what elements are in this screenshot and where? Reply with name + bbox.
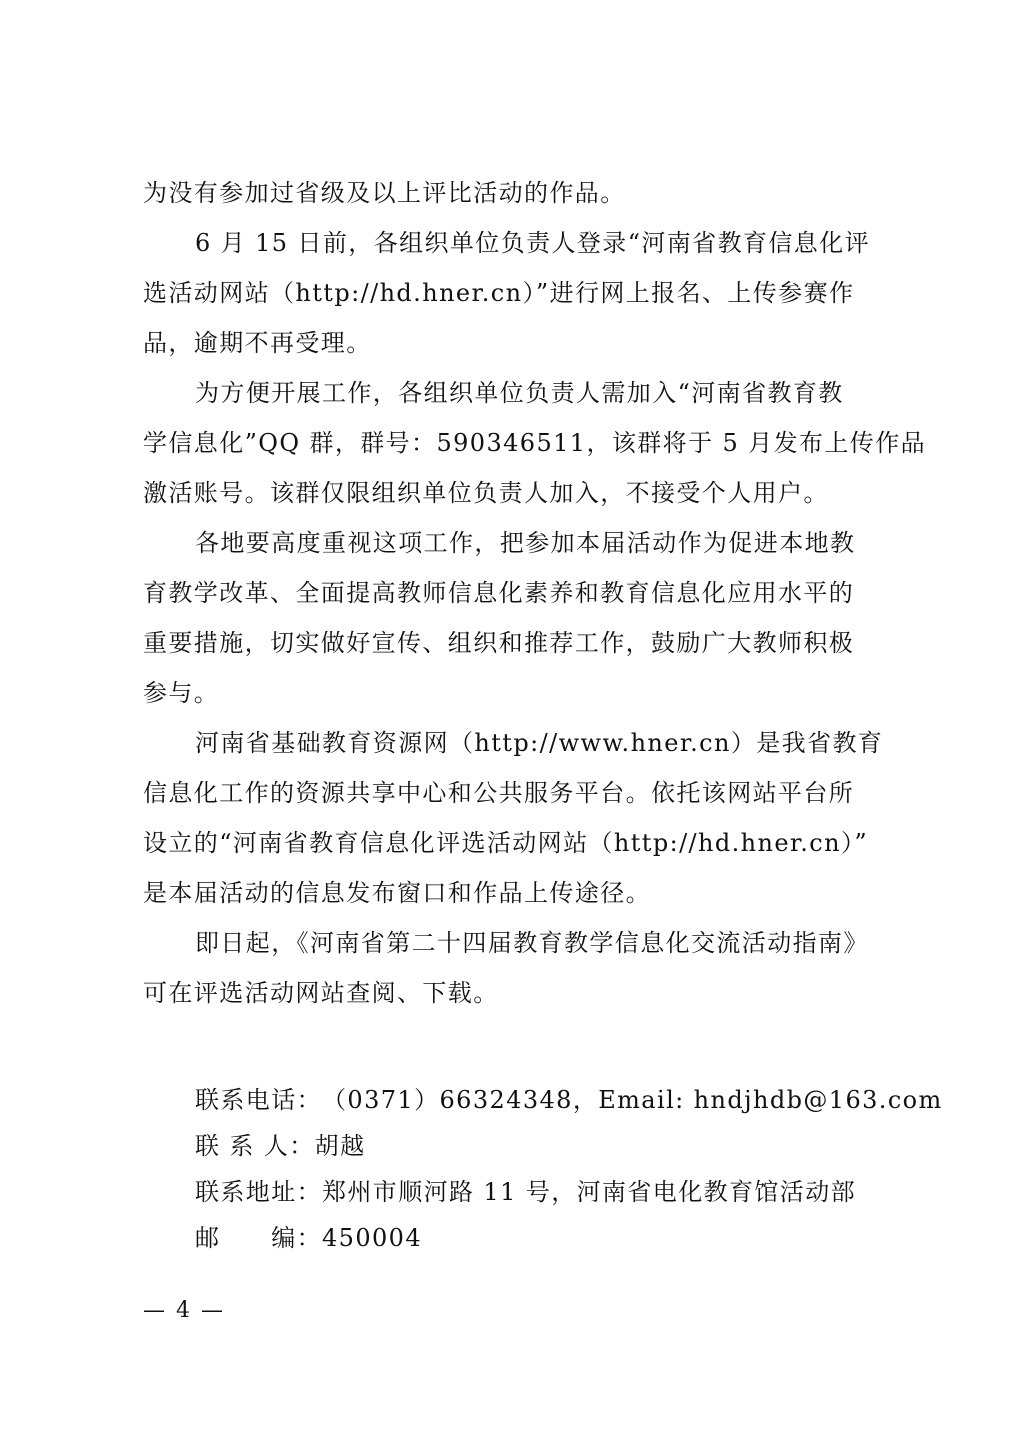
paragraph-line: 重要措施，切实做好宣传、组织和推荐工作，鼓励广大教师积极 [143, 629, 855, 657]
contact-postcode-label: 邮 编： [195, 1224, 322, 1252]
paragraph-line: 各地要高度重视这项工作，把参加本届活动作为促进本地教 [195, 529, 856, 557]
contact-person-label: 联 系 人： [195, 1132, 315, 1160]
paragraph-line: 为没有参加过省级及以上评比活动的作品。 [143, 179, 626, 207]
paragraph-line: 设立的“河南省教育信息化评选活动网站（http://hd.hner.cn）” [143, 829, 869, 857]
contact-phone-label: 联系电话： [195, 1086, 322, 1114]
paragraph-line: 信息化工作的资源共享中心和公共服务平台。依托该网站平台所 [143, 779, 855, 807]
contact-person-row [195, 1123, 895, 1169]
paragraph-line: 育教学改革、全面提高教师信息化素养和教育信息化应用水平的 [143, 579, 855, 607]
contact-phone-value: （0371）66324348，Email: hndjhdb@163.com [322, 1086, 943, 1114]
contact-address-label: 联系地址： [195, 1178, 322, 1206]
contact-postcode-value: 450004 [322, 1224, 423, 1252]
paragraph-line: 参与。 [143, 679, 220, 707]
paragraph-line: 是本届活动的信息发布窗口和作品上传途径。 [143, 879, 651, 907]
paragraph-line: 选活动网站（http://hd.hner.cn）”进行网上报名、上传参赛作 [143, 279, 855, 307]
contact-address-value: 郑州市顺河路 11 号，河南省电化教育馆活动部 [322, 1178, 856, 1206]
paragraph-line: 学信息化”QQ 群，群号：590346511，该群将于 5 月发布上传作品 [143, 429, 927, 457]
contact-address-row [195, 1169, 895, 1215]
paragraph-line: 6 月 15 日前，各组织单位负责人登录“河南省教育信息化评 [195, 229, 870, 257]
paragraph-line: 激活账号。该群仅限组织单位负责人加入，不接受个人用户。 [143, 479, 829, 507]
contact-person-value: 胡越 [314, 1132, 366, 1160]
page-number: — 4 — [143, 1298, 225, 1323]
paragraph-line: 为方便开展工作，各组织单位负责人需加入“河南省教育教 [195, 379, 844, 407]
paragraph-line: 即日起，《河南省第二十四届教育教学信息化交流活动指南》 [195, 929, 869, 957]
contact-postcode-row [195, 1215, 895, 1261]
contact-info [195, 1077, 943, 1261]
paragraph-line: 品，逾期不再受理。 [143, 329, 372, 357]
body-text [143, 168, 927, 1018]
paragraph-line: 河南省基础教育资源网（http://www.hner.cn）是我省教育 [195, 729, 884, 757]
paragraph-line: 可在评选活动网站查阅、下载。 [143, 979, 499, 1007]
contact-phone-row [195, 1077, 943, 1123]
